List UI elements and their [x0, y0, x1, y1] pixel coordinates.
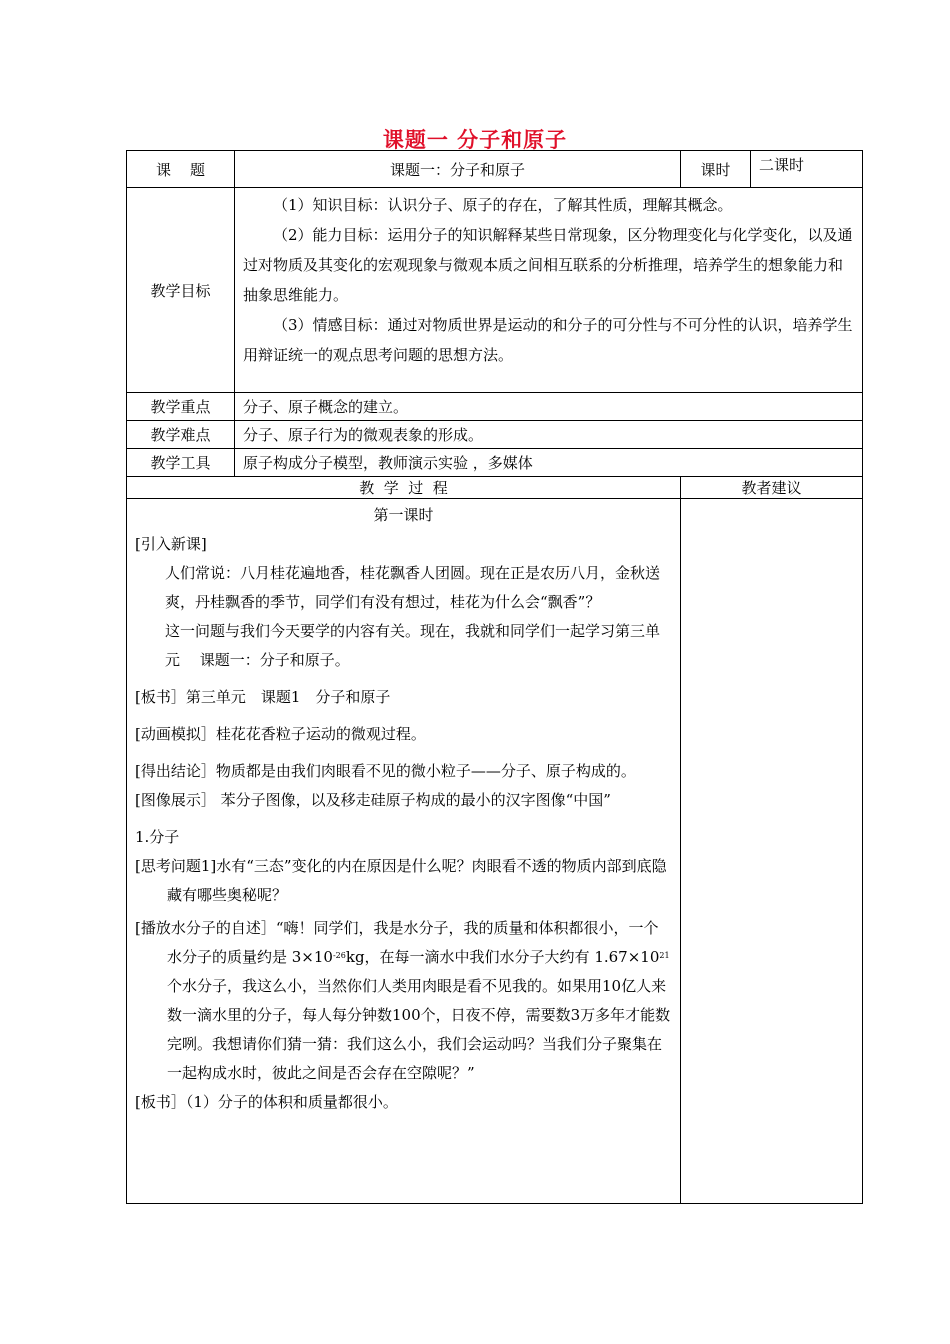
intro-paragraph-2: 这一问题与我们今天要学的内容有关。现在，我就和同学们一起学习第三单元 课题一：分子和原子。 [165, 622, 661, 669]
topic-row [127, 151, 863, 188]
difficulty-label: 教学难点 [127, 421, 235, 449]
objectives-label: 教学目标 [127, 188, 235, 393]
difficulty-text: 分子、原子行为的微观表象的形成。 [235, 421, 863, 449]
objective-emotion: （3）情感目标：通过对物质世界是运动的和分子的可分性与不可分性的认识，培养学生用辩证统一的观点思考问题的思想方法。 [243, 316, 853, 364]
difficulty-row [127, 421, 863, 449]
objective-knowledge: （1）知识目标：认识分子、原子的存在，了解其性质，理解其概念。 [273, 196, 733, 214]
advice-content [681, 499, 863, 1204]
process-content-row [127, 499, 863, 1204]
water-story-part-2: kg，在每一滴水中我们水分子大约有 1.67×10 [345, 948, 660, 966]
image-show-note: [图像展示］ 苯分子图像，以及移走硅原子构成的最小的汉字图像“中国” [135, 791, 611, 809]
tools-label: 教学工具 [127, 449, 235, 477]
board-note-1: [板书］第三单元 课题1 分子和原子 [135, 688, 391, 706]
key-point-row [127, 393, 863, 421]
conclusion-note: [得出结论］物质都是由我们肉眼看不见的微小粒子——分子、原子构成的。 [135, 762, 636, 780]
water-mass-exponent: -26 [332, 951, 346, 960]
process-content [127, 499, 681, 1204]
intro-tag: [引入新课] [135, 535, 207, 553]
topic-label: 课 题 [127, 151, 235, 188]
lesson-heading: 第一课时 [373, 506, 434, 524]
section-molecule: 1.分子 [135, 828, 180, 846]
key-point-text: 分子、原子概念的建立。 [235, 393, 863, 421]
intro-paragraph-1: 人们常说：八月桂花遍地香，桂花飘香人团圆。现在正是农历八月，金秋送爽，丹桂飘香的季节，同学们有没有想过，桂花为什么会“飘香”？ [165, 564, 661, 611]
hours-value: 二课时 [751, 151, 863, 188]
animation-note: [动画模拟］桂花花香粒子运动的微观过程。 [135, 725, 426, 743]
topic-value: 课题一：分子和原子 [235, 151, 681, 188]
document-title: 课题一 分子和原子 [382, 127, 568, 152]
water-story-part-3: 个水分子，我这么小，当然你们人类用肉眼是看不见我的。如果用10亿人来数一滴水里的分子，每人每分钟数100个，日夜不停，需要数3万多年才能数完咧。我想请你们猜一猜：我们这么小，我们会运动吗？当我们分子聚集在一起构成水时，彼此之间是否会存在空隙呢？” [167, 977, 671, 1082]
tools-row [127, 449, 863, 477]
water-molecule-story [135, 914, 672, 1088]
lesson-plan-table [126, 150, 863, 1204]
process-label: 教 学 过 程 [127, 477, 681, 499]
water-count-exponent: 21 [659, 951, 670, 960]
board-note-2: [板书］（1）分子的体积和质量都很小。 [135, 1093, 398, 1111]
process-header-row [127, 477, 863, 499]
objectives-row [127, 188, 863, 393]
objective-ability: （2）能力目标：运用分子的知识解释某些日常现象，区分物理变化与化学变化，以及通过对物质及其变化的宏观现象与微观本质之间相互联系的分析推理，培养学生的想象能力和抽象思维能力。 [243, 226, 853, 304]
key-point-label: 教学重点 [127, 393, 235, 421]
advice-label: 教者建议 [681, 477, 863, 499]
objectives-content [235, 188, 863, 393]
hours-label: 课时 [681, 151, 751, 188]
water-story-part-1: [播放水分子的自述］“嗨！同学们，我是水分子，我的质量和体积都很小，一个水分子的质量约是 3×10 [135, 919, 659, 966]
question-1: [思考问题1]水有“三态”变化的内在原因是什么呢？肉眼看不透的物质内部到底隐藏有哪些奥秘呢？ [135, 857, 667, 904]
tools-text: 原子构成分子模型，教师演示实验 ，多媒体 [235, 449, 863, 477]
